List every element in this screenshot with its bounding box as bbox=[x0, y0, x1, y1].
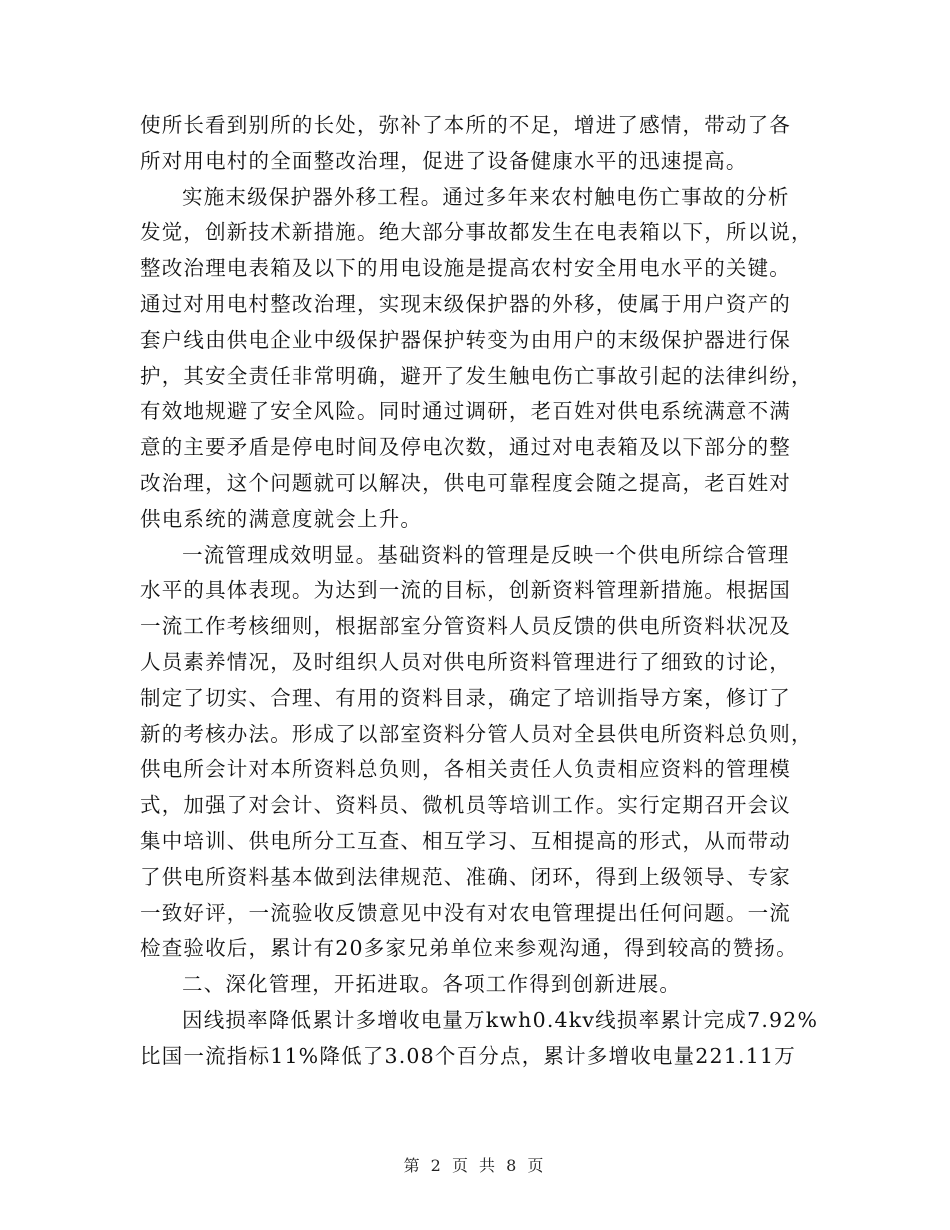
text-line: 使所长看到别所的长处，弥补了本所的不足，增进了感情，带动了各 bbox=[140, 113, 791, 137]
text-line: 水平的具体表现。为达到一流的目标，创新资料管理新措施。根据国 bbox=[140, 578, 791, 603]
text-line: 通过对用电村整改治理，实现末级保护器的外移，使属于用户资产的 bbox=[140, 291, 791, 316]
text-line: 一流工作考核细则，根据部室分管资料人员反馈的供电所资料状况及 bbox=[140, 614, 791, 639]
text-line: 整改治理电表箱及以下的用电设施是提高农村安全用电水平的关键。 bbox=[140, 256, 791, 281]
text-line: 了供电所资料基本做到法律规范、准确、闭环，得到上级领导、专家 bbox=[140, 864, 791, 889]
text-line: 供电系统的满意度就会上升。 bbox=[140, 506, 423, 531]
text-line: 护，其安全责任非常明确，避开了发生触电伤亡事故引起的法律纠纷， bbox=[140, 363, 813, 388]
paragraph-first-line: 实施末级保护器外移工程。通过多年来农村触电伤亡事故的分析 bbox=[182, 184, 790, 209]
text-line: 改治理，这个问题就可以解决，供电可靠程度会随之提高，老百姓对 bbox=[140, 470, 791, 495]
text-line: 供电所会计对本所资料总负则，各相关责任人负责相应资料的管理模 bbox=[140, 757, 791, 782]
text-line: 检查验收后，累计有20多家兄弟单位来参观沟通，得到较高的赞扬。 bbox=[140, 936, 798, 961]
text-line: 套户线由供电企业中级保护器保护转变为由用户的末级保护器进行保 bbox=[140, 327, 791, 352]
text-line: 有效地规避了安全风险。同时通过调研，老百姓对供电系统满意不满 bbox=[140, 399, 791, 424]
text-line: 意的主要矛盾是停电时间及停电次数，通过对电表箱及以下部分的整 bbox=[140, 435, 791, 460]
text-line: 比国一流指标11%降低了3.08个百分点，累计多增收电量221.11万 bbox=[140, 1043, 796, 1068]
text-line: 制定了切实、合理、有用的资料目录，确定了培训指导方案，修订了 bbox=[140, 685, 791, 710]
paragraph-first-line: 因线损率降低累计多增收电量万kwh0.4kv线损率累计完成7.92% bbox=[182, 1007, 819, 1032]
document-body bbox=[140, 108, 819, 1075]
text-line: 发觉，创新技术新措施。绝大部分事故都发生在电表箱以下，所以说， bbox=[140, 220, 813, 245]
page-number-footer: 第 2 页 共 8 页 bbox=[403, 1156, 547, 1175]
text-line: 式，加强了对会计、资料员、微机员等培训工作。实行定期召开会议 bbox=[140, 793, 791, 818]
paragraph-first-line: 二、深化管理，开拓进取。各项工作得到创新进展。 bbox=[182, 972, 682, 997]
text-line: 集中培训、供电所分工互查、相互学习、互相提高的形式，从而带动 bbox=[140, 828, 791, 853]
text-line: 所对用电村的全面整改治理，促进了设备健康水平的迅速提高。 bbox=[140, 148, 748, 173]
text-line: 新的考核办法。形成了以部室资料分管人员对全县供电所资料总负则， bbox=[140, 721, 813, 746]
text-line: 人员素养情况，及时组织人员对供电所资料管理进行了细致的讨论， bbox=[140, 649, 791, 674]
text-line: 一致好评，一流验收反馈意见中没有对农电管理提出任何问题。一流 bbox=[140, 900, 791, 925]
paragraph-first-line: 一流管理成效明显。基础资料的管理是反映一个供电所综合管理 bbox=[182, 542, 790, 567]
